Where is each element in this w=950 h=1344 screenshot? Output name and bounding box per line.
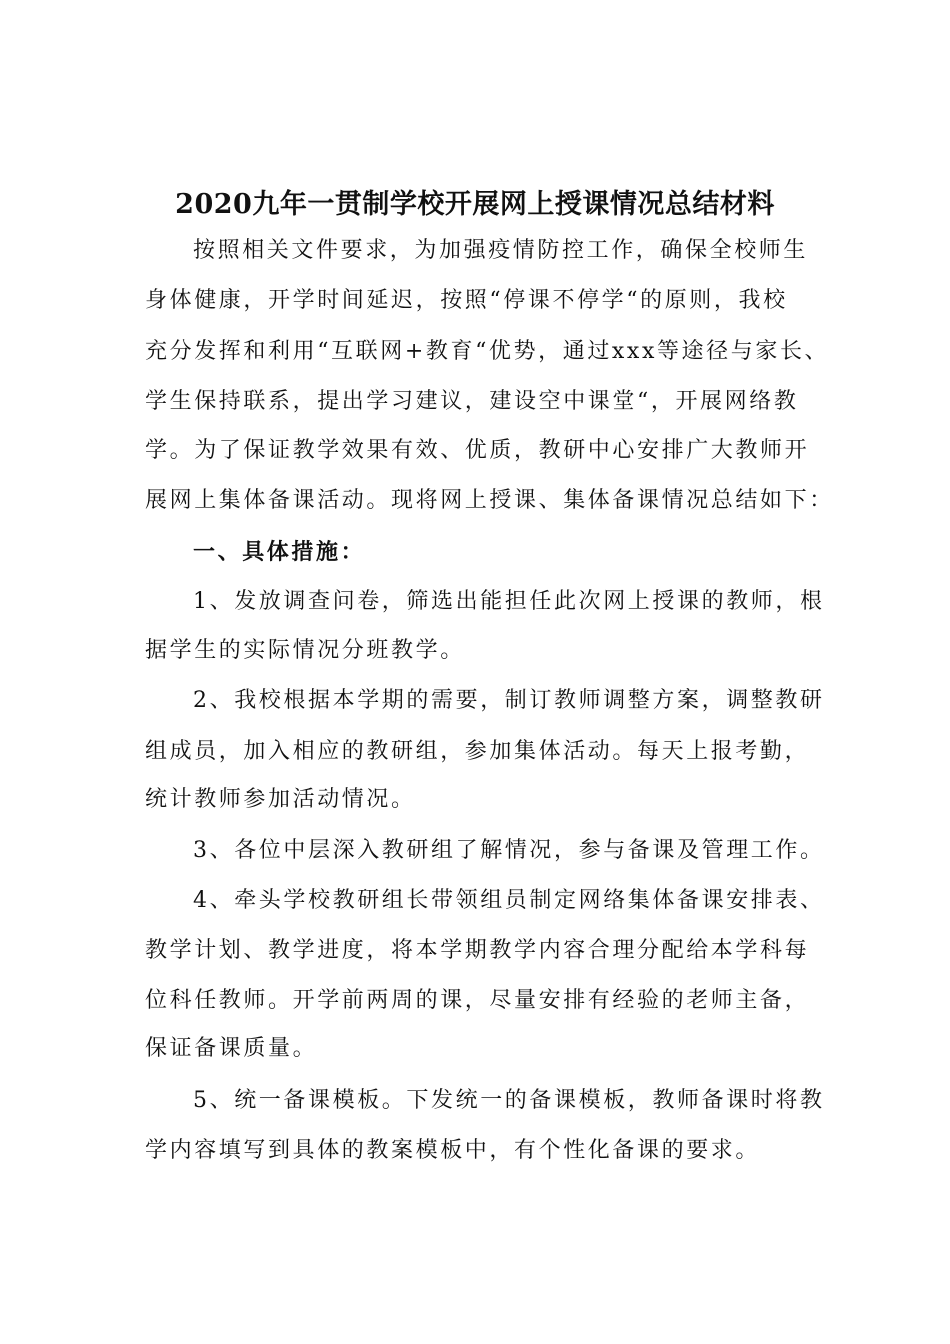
item5-line-1: 5、统一备课模板。下发统一的备课模板，教师备课时将教 [193, 1088, 825, 1113]
section-heading: 一、具体措施： [193, 539, 366, 565]
item5-line-2: 学内容填写到具体的教案模板中，有个性化备课的要求。 [145, 1138, 761, 1163]
intro-line-6: 展网上集体备课活动。现将网上授课、集体备课情况总结如下： [145, 488, 834, 513]
item2-line-2: 组成员，加入相应的教研组，参加集体活动。每天上报考勤， [145, 739, 810, 764]
item2-line-3: 统计教师参加活动情况。 [145, 787, 416, 812]
document-title: 2020九年一贯制学校开展网上授课情况总结材料 [175, 189, 775, 220]
item1-line-2: 据学生的实际情况分班教学。 [145, 638, 465, 663]
intro-line-5: 学。为了保证教学效果有效、优质，教研中心安排广大教师开 [145, 438, 810, 463]
item1-line-1: 1、发放调查问卷，筛选出能担任此次网上授课的教师，根 [193, 589, 825, 614]
item3-line-1: 3、各位中层深入教研组了解情况，参与备课及管理工作。 [193, 838, 825, 863]
intro-line-2: 身体健康，开学时间延迟，按照“停课不停学“的原则，我校 [145, 288, 788, 313]
item4-line-4: 保证备课质量。 [145, 1036, 318, 1061]
item4-line-1: 4、牵头学校教研组长带领组员制定网络集体备课安排表、 [193, 888, 825, 913]
item4-line-3: 位科任教师。开学前两周的课，尽量安排有经验的老师主备， [145, 988, 810, 1013]
intro-line-4: 学生保持联系，提出学习建议，建设空中课堂“，开展网络教 [145, 389, 799, 414]
intro-line-3: 充分发挥和利用“互联网+教育“优势，通过xxx等途径与家长、 [145, 339, 830, 364]
item4-line-2: 教学计划、教学进度，将本学期教学内容合理分配给本学科每 [145, 938, 810, 963]
intro-line-1: 按照相关文件要求，为加强疫情防控工作，确保全校师生 [193, 238, 809, 263]
item2-line-1: 2、我校根据本学期的需要，制订教师调整方案，调整教研 [193, 688, 825, 713]
